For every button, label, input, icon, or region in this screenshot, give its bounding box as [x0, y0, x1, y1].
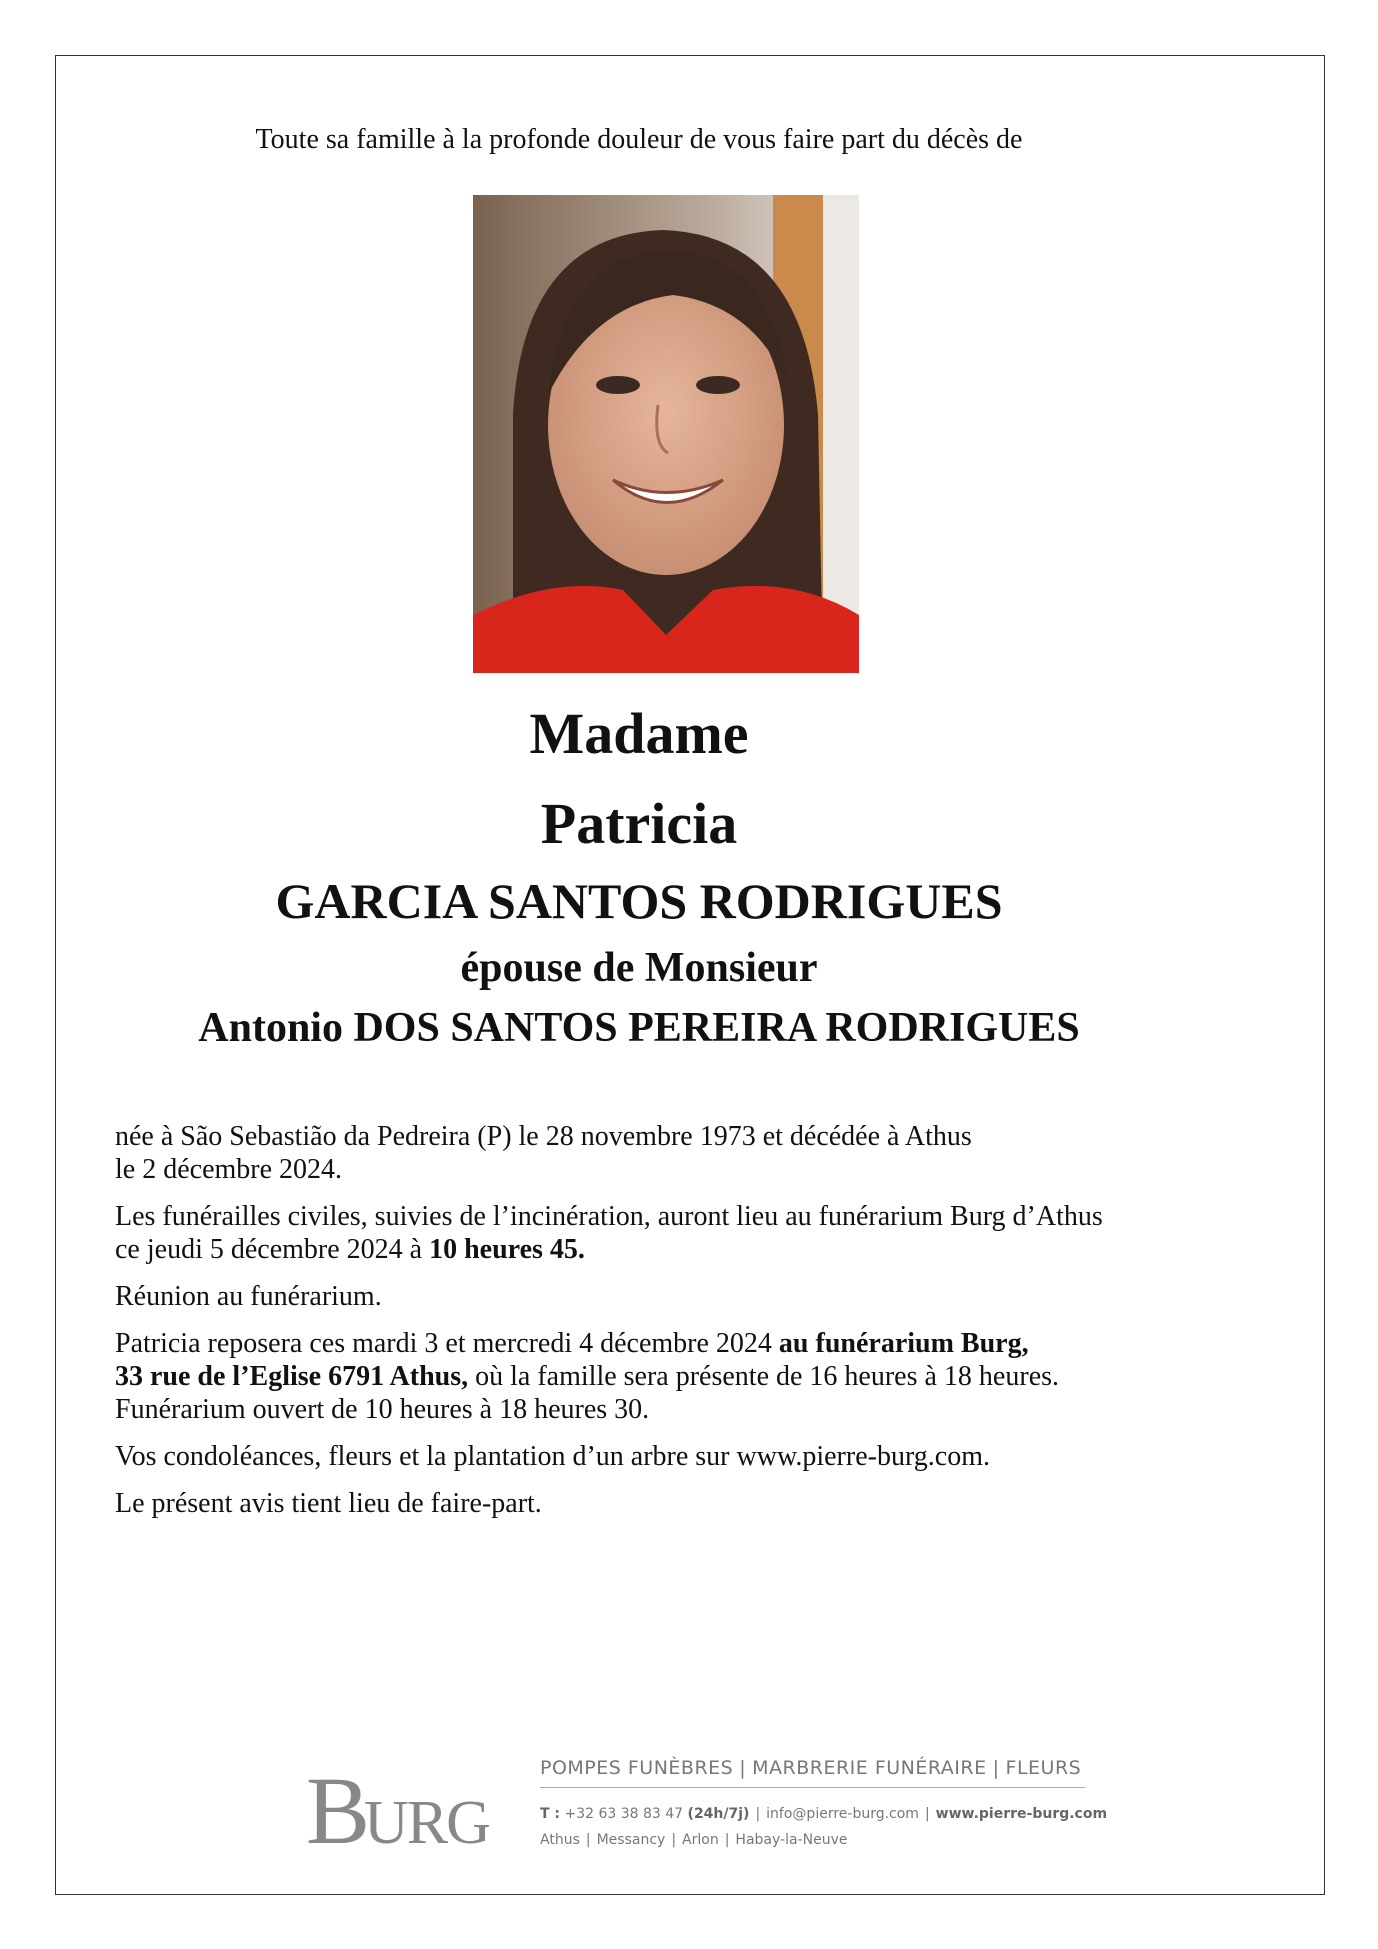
rest-suffix: où la famille sera présente de 16 heures à 18 heures.	[468, 1361, 1060, 1392]
birth-line-2: le 2 décembre 2024.	[115, 1154, 343, 1185]
contact-line: T : +32 63 38 83 47 (24h/7j) | info@pierre-burg.com | www.pierre-burg.com	[540, 1806, 1108, 1822]
funeral-line-1: Les funérailles civiles, suivies de l’incinération, auront lieu au funérarium Burg d’Athus	[115, 1201, 1103, 1232]
funeral-time: 10 heures 45.	[429, 1234, 585, 1265]
intro-text: Toute sa famille à la profonde douleur de vous faire part du décès de	[255, 124, 1023, 155]
reunion-paragraph: Réunion au funérarium.	[115, 1281, 382, 1312]
website-link[interactable]: www.pierre-burg.com	[935, 1806, 1108, 1822]
deceased-last-name: GARCIA SANTOS RODRIGUES	[275, 873, 1003, 929]
burg-logo	[306, 1755, 496, 1855]
phone-label: T :	[540, 1806, 561, 1822]
logo-letter-b: B	[306, 1757, 371, 1855]
locations-line: Athus | Messancy | Arlon | Habay-la-Neuve	[540, 1832, 848, 1848]
condolences-paragraph: Vos condoléances, fleurs et la plantation d’un arbre sur www.pierre-burg.com.	[115, 1441, 990, 1472]
deceased-first-name: Patricia	[540, 791, 738, 856]
logo-letters-urg: URG	[364, 1789, 489, 1855]
rest-prefix: Patricia reposera ces mardi 3 et mercredi 4 décembre 2024	[115, 1328, 779, 1359]
spouse-label: épouse de Monsieur	[460, 945, 818, 991]
services-line: POMPES FUNÈBRES | MARBRERIE FUNÉRAIRE | FLEURS	[540, 1757, 1085, 1788]
portrait-photo	[473, 195, 859, 673]
location-messancy: Messancy	[596, 1832, 666, 1848]
phone-number[interactable]: +32 63 38 83 47	[564, 1806, 684, 1822]
location-arlon: Arlon	[682, 1832, 719, 1848]
email-link[interactable]: info@pierre-burg.com	[766, 1806, 919, 1822]
announcement-body	[115, 1120, 1275, 1534]
deceased-title: Madame	[529, 701, 749, 766]
location-athus: Athus	[540, 1832, 580, 1848]
funeral-paragraph	[115, 1200, 1275, 1266]
rest-address: 33 rue de l’Eglise 6791 Athus,	[115, 1361, 469, 1392]
funeral-line-2: ce jeudi 5 décembre 2024 à	[115, 1234, 430, 1265]
service-masonry: MARBRERIE FUNÉRAIRE	[752, 1757, 987, 1779]
location-habay: Habay-la-Neuve	[735, 1832, 848, 1848]
rest-paragraph	[115, 1327, 1275, 1426]
service-funeral: POMPES FUNÈBRES	[540, 1757, 734, 1779]
footer-info	[540, 1757, 1107, 1848]
birth-line-1: née à São Sebastião da Pedreira (P) le 28 novembre 1973 et décédée à Athus	[115, 1121, 972, 1152]
spouse-name: Antonio DOS SANTOS PEREIRA RODRIGUES	[198, 1005, 1080, 1051]
service-flowers: FLEURS	[1005, 1757, 1082, 1779]
rest-place: au funérarium Burg,	[778, 1328, 1029, 1359]
opening-hours: Funérarium ouvert de 10 heures à 18 heures 30.	[115, 1394, 650, 1425]
phone-hours: (24h/7j)	[687, 1806, 750, 1822]
birth-paragraph	[115, 1120, 1275, 1186]
notice-paragraph: Le présent avis tient lieu de faire-part.	[115, 1488, 542, 1519]
